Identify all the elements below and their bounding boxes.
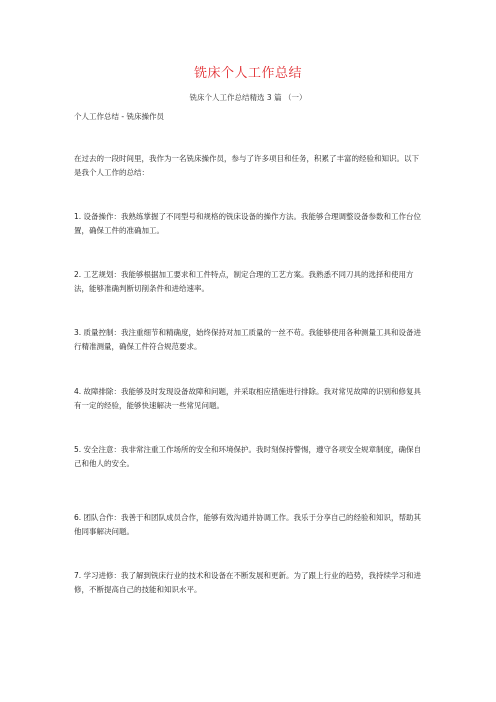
document-subtitle: 铣床个人工作总结精选 3 篇 （一）: [189, 93, 307, 102]
paragraph-learning: 7. 学习进修：我了解到铣床行业的技术和设备在不断发展和更新。为了跟上行业的趋势，我持续学习和进修，不断提高自己的技能和知识水平。: [74, 571, 422, 594]
section-heading: 个人工作总结 - 铣床操作员: [74, 112, 164, 121]
document-title: 铣床个人工作总结: [193, 66, 302, 81]
paragraph-equipment-operation: 1. 设备操作：我熟练掌握了不同型号和规格的铣床设备的操作方法。我能够合理调整设备参数和工作台位置，确保工件的准确加工。: [74, 212, 422, 235]
paragraph-teamwork: 6. 团队合作：我善于和团队成员合作，能够有效沟通并协调工作。我乐于分享自己的经验和知识，帮助其他同事解决问题。: [74, 513, 422, 536]
paragraph-troubleshooting: 4. 故障排除：我能够及时发现设备故障和问题，并采取相应措施进行排除。我对常见故障的识别和修复具有一定的经验，能够快速解决一些常见问题。: [74, 387, 422, 410]
paragraph-quality-control: 3. 质量控制：我注重细节和精确度，始终保持对加工质量的一丝不苟。我能够使用各种测量工具和设备进行精准测量，确保工件符合规范要求。: [74, 328, 422, 351]
paragraph-process-planning: 2. 工艺规划：我能够根据加工要求和工件特点，制定合理的工艺方案。我熟悉不同刀具的选择和使用方法，能够准确判断切削条件和进给速率。: [74, 270, 414, 293]
paragraph-safety: 5. 安全注意：我非常注重工作场所的安全和环境保护。我时刻保持警惕，遵守各项安全规章制度，确保自己和他人的安全。: [74, 445, 422, 468]
intro-paragraph: 在过去的一段时间里，我作为一名铣床操作员，参与了许多项目和任务，积累了丰富的经验和知识。以下是我个人工作的总结：: [74, 154, 419, 177]
